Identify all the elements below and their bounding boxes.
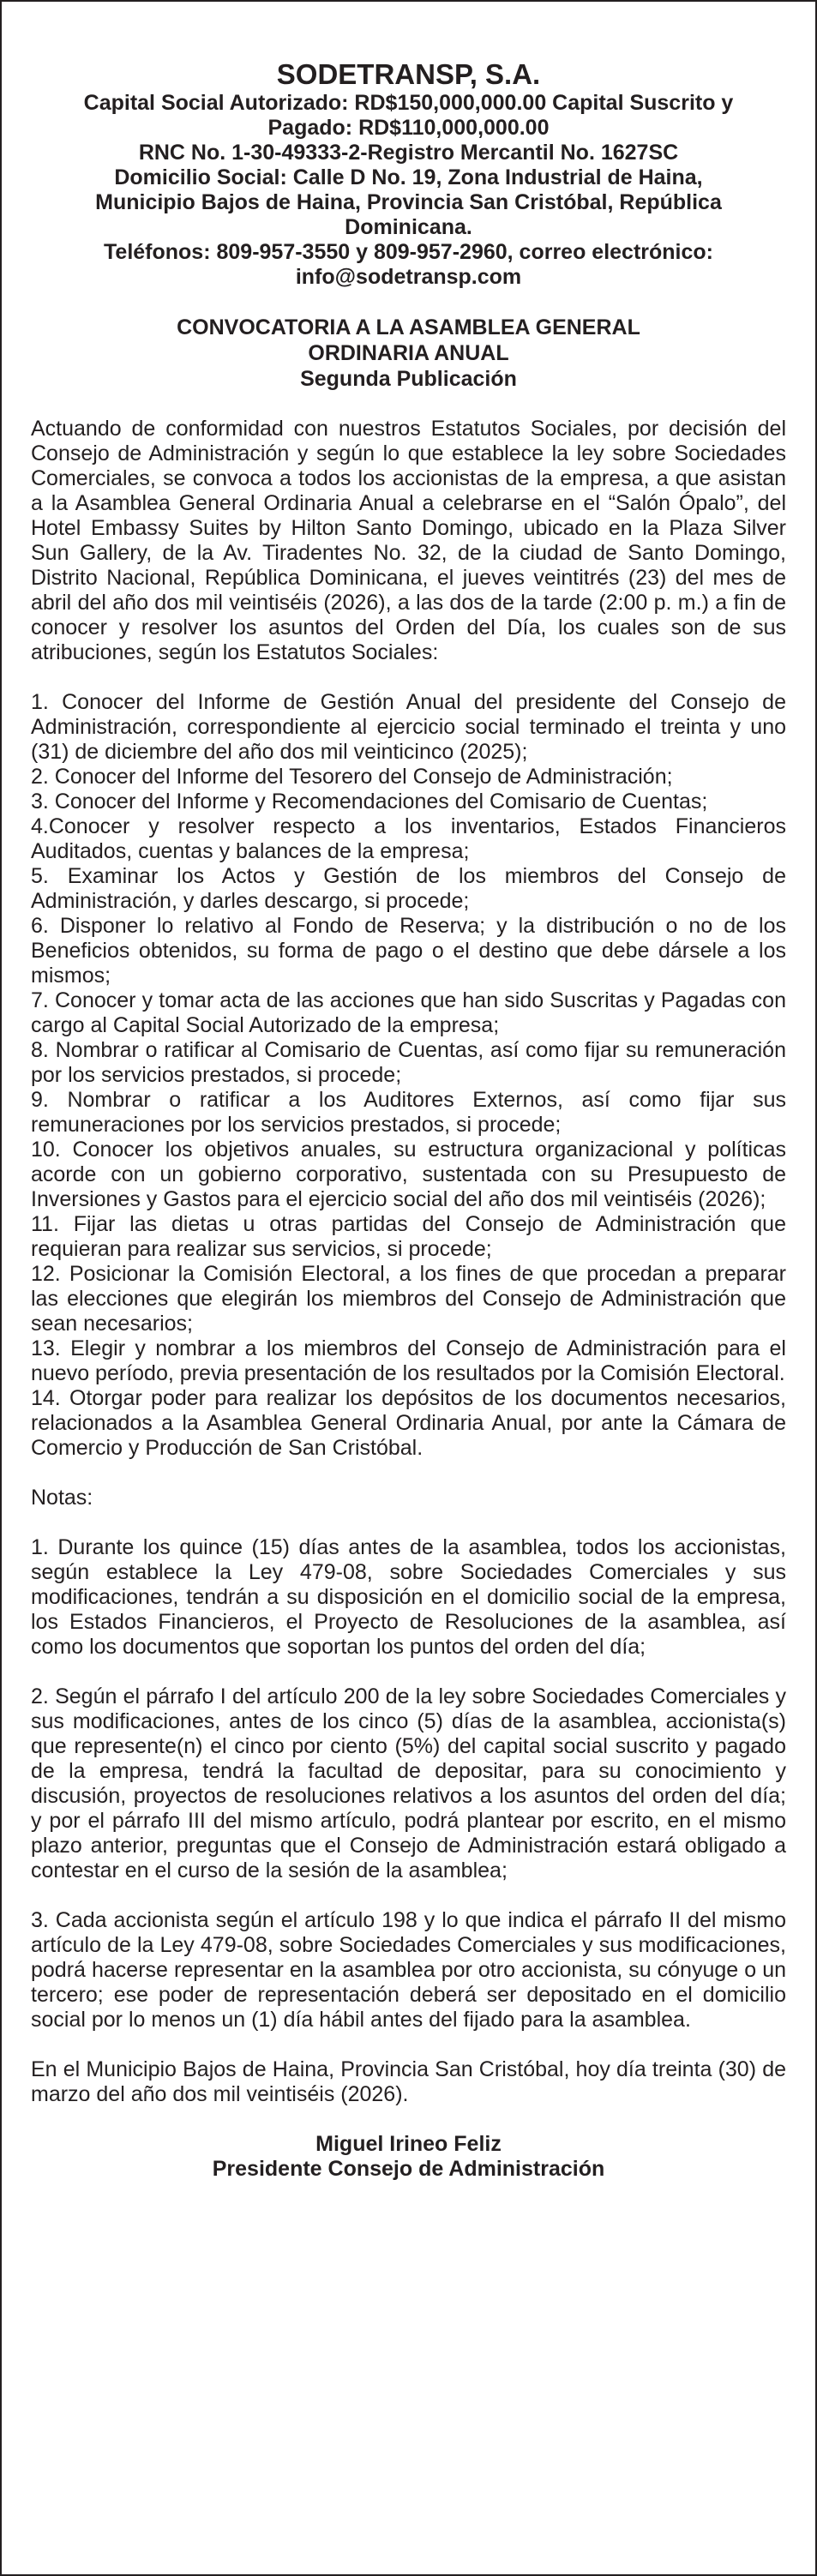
domicile-line-2: Municipio Bajos de Haina, Provincia San Cristóbal, República xyxy=(95,190,722,214)
signer-name: Miguel Irineo Feliz xyxy=(315,2132,502,2156)
signer-role: Presidente Consejo de Administración xyxy=(212,2157,605,2181)
intro-paragraph: Actuando de conformidad con nuestros Estatutos Sociales, por decisión del Consejo de Administración y según lo que establece la ley sobre Sociedades Comerciales, se convoca a todos los accionistas de la empresa, a que asistan a la Asamblea General Ordinaria Anual a celebrarse en el “Salón Ópalo”, del Hotel Embassy Suites by Hilton Santo Domingo, ubicado en la Plaza Silver Sun Gallery, de la Av. Tiradentes No. 32, de la ciudad de Santo Domingo, Distrito Nacional, República Dominicana, el jueves veintitrés (23) del mes de abril del año dos mil veintiséis (2026), a las dos de la tarde (2:00 p. m.) a fin de conocer y resolver los asuntos del Orden del Día, los cuales son de sus atribuciones, según los Estatutos Sociales: xyxy=(31,417,786,664)
email-line: info@sodetransp.com xyxy=(295,265,522,289)
notice-title xyxy=(31,315,786,392)
company-name: SODETRANSP, S.A. xyxy=(276,58,541,90)
company-header xyxy=(31,58,786,290)
agenda-item: 9. Nombrar o ratificar a los Auditores Externos, así como fijar sus remuneraciones por los servicios prestados, si procede; xyxy=(31,1088,786,1137)
domicile-line-1: Domicilio Social: Calle D No. 19, Zona Industrial de Haina, xyxy=(114,165,703,189)
notice-body xyxy=(31,417,786,2107)
title-line-1: CONVOCATORIA A LA ASAMBLEA GENERAL xyxy=(177,315,640,339)
title-line-3: Segunda Publicación xyxy=(300,367,517,391)
agenda-item: 8. Nombrar o ratificar al Comisario de Cuentas, así como fijar su remuneración por los servicios prestados, si procede; xyxy=(31,1038,786,1087)
agenda-item: 3. Conocer del Informe y Recomendaciones del Comisario de Cuentas; xyxy=(31,790,708,814)
agenda-item: 5. Examinar los Actos y Gestión de los miembros del Consejo de Administración, y darles descargo, si procede; xyxy=(31,864,786,913)
signature-block xyxy=(31,2132,786,2182)
notice-content xyxy=(2,2,815,2182)
agenda-item: 14. Otorgar poder para realizar los depósitos de los documentos necesarios, relacionados a la Asamblea General Ordinaria Anual, por ante la Cámara de Comercio y Producción de San Cristóbal. xyxy=(31,1386,786,1460)
agenda-item: 1. Conocer del Informe de Gestión Anual del presidente del Consejo de Administración, correspondiente al ejercicio social terminado el treinta y uno (31) de diciembre del año dos mil veinticinco (2025); xyxy=(31,690,786,764)
agenda-list xyxy=(31,690,786,1461)
agenda-item: 6. Disponer lo relativo al Fondo de Reserva; y la distribución o no de los Beneficios obtenidos, su forma de pago o el destino que debe dársele a los mismos; xyxy=(31,914,786,988)
notes-heading: Notas: xyxy=(31,1486,93,1510)
capital-line-2: Pagado: RD$110,000,000.00 xyxy=(267,116,550,140)
note-1: 1. Durante los quince (15) días antes de la asamblea, todos los accionistas, según establece la Ley 479-08, sobre Sociedades Comerciales y sus modificaciones, tendrán a su disposición en el domicilio social de la empresa, los Estados Financieros, el Proyecto de Resoluciones de la asamblea, así como los documentos que soportan los puntos del orden del día; xyxy=(31,1535,786,1659)
agenda-item: 10. Conocer los objetivos anuales, su estructura organizacional y políticas acorde con un gobierno corporativo, sustentada con su Presupuesto de Inversiones y Gastos para el ejercicio social del año dos mil veintiséis (2026); xyxy=(31,1138,786,1211)
note-3: 3. Cada accionista según el artículo 198 y lo que indica el párrafo II del mismo artículo de la Ley 479-08, sobre Sociedades Comerciales y sus modificaciones, podrá hacerse representar en la asamblea por otro accionista, su cónyuge o un tercero; ese poder de representación deberá ser depositado en el domicilio social por lo menos un (1) día hábil antes del fijado para la asamblea. xyxy=(31,1908,786,2032)
agenda-item: 4.Conocer y resolver respecto a los inventarios, Estados Financieros Auditados, cuentas y balances de la empresa; xyxy=(31,814,786,863)
rnc-line: RNC No. 1-30-49333-2-Registro Mercantil No. 1627SC xyxy=(138,141,679,165)
closing-paragraph: En el Municipio Bajos de Haina, Provincia San Cristóbal, hoy día treinta (30) de marzo del año dos mil veintiséis (2026). xyxy=(31,2057,786,2106)
capital-line-1: Capital Social Autorizado: RD$150,000,000.00 Capital Suscrito y xyxy=(83,91,734,115)
agenda-item: 13. Elegir y nombrar a los miembros del Consejo de Administración para el nuevo período, previa presentación de los resultados por la Comisión Electoral. xyxy=(31,1336,786,1385)
agenda-item: 11. Fijar las dietas u otras partidas del Consejo de Administración que requieran para realizar sus servicios, si procede; xyxy=(31,1212,786,1261)
agenda-item: 2. Conocer del Informe del Tesorero del Consejo de Administración; xyxy=(31,765,673,789)
title-line-2: ORDINARIA ANUAL xyxy=(308,341,509,365)
phones-line: Teléfonos: 809-957-3550 y 809-957-2960, correo electrónico: xyxy=(104,240,713,264)
agenda-item: 12. Posicionar la Comisión Electoral, a los fines de que procedan a preparar las elecciones que elegirán los miembros del Consejo de Administración que sean necesarios; xyxy=(31,1262,786,1336)
domicile-line-3: Dominicana. xyxy=(345,215,472,239)
note-2: 2. Según el párrafo I del artículo 200 de la ley sobre Sociedades Comerciales y sus modificaciones, antes de los cinco (5) días de la asamblea, accionista(s) que represente(n) el cinco por ciento (5%) del capital social suscrito y pagado de la empresa, tendrá la facultad de depositar, para su conocimiento y discusión, proyectos de resoluciones relativos a los asuntos del orden del día; y por el párrafo III del mismo artículo, podrá plantear por escrito, en el mismo plazo anterior, preguntas que el Consejo de Administración estará obligado a contestar en el curso de la sesión de la asamblea; xyxy=(31,1684,786,1882)
agenda-item: 7. Conocer y tomar acta de las acciones que han sido Suscritas y Pagadas con cargo al Capital Social Autorizado de la empresa; xyxy=(31,988,786,1037)
